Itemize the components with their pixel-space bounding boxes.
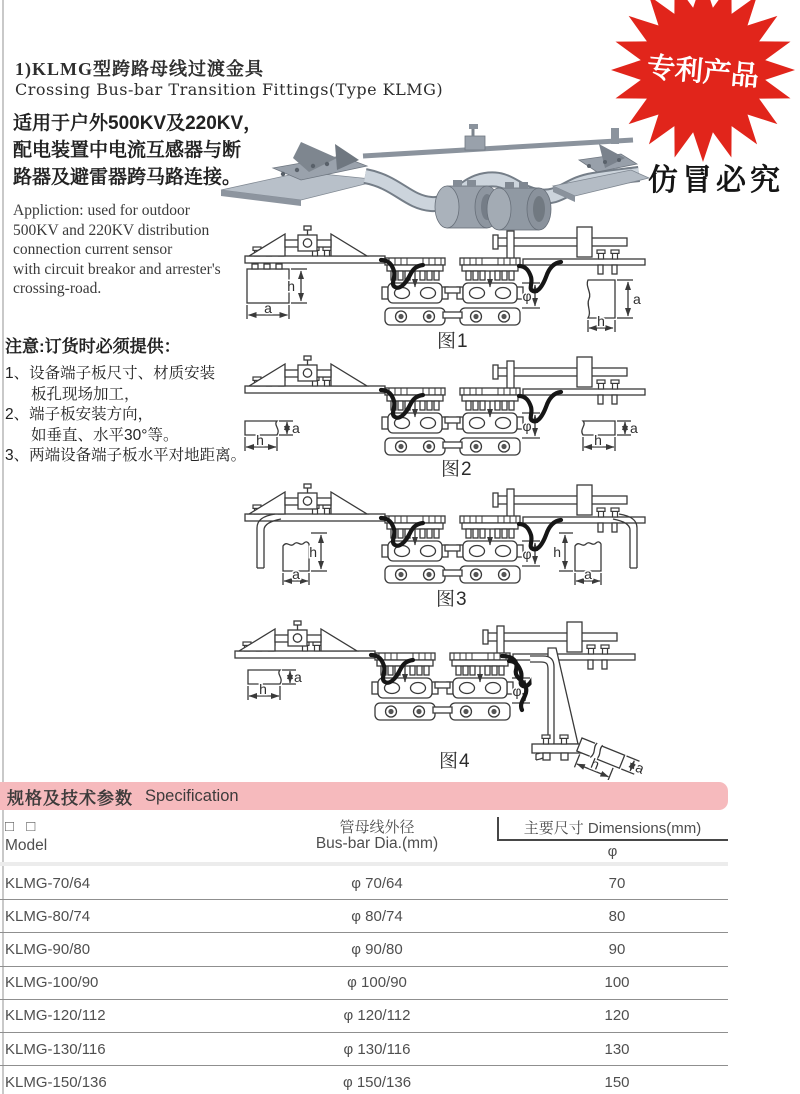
dimension-label-a: a — [292, 566, 300, 582]
cell-busbar: φ 150/136 — [342, 1073, 412, 1091]
figure-4-caption: 图4 — [439, 751, 471, 772]
table-header-divider — [0, 862, 728, 866]
cell-diameter: 130 — [604, 1040, 630, 1058]
dimension-label-a: a — [633, 758, 647, 777]
cell-model: KLMG-120/112 — [5, 1007, 106, 1025]
intro-cn-line: 配电装置中电流互感器与断 — [13, 140, 242, 161]
anti-counterfeit-text: 仿冒必究 — [648, 164, 784, 197]
dimension-label-a: a — [584, 566, 592, 582]
notice-item: 2、端子板安装方向， — [5, 406, 154, 423]
column-header-model-en: Model — [5, 837, 48, 854]
intro-en-line: 500KV and 220KV distribution — [13, 221, 210, 239]
product-title-cn: 1)KLMG型跨路母线过渡金具 — [15, 59, 264, 79]
dimension-label-h: h — [597, 313, 605, 329]
notice-title: 注意:订货时必须提供： — [5, 337, 181, 356]
cell-diameter: 100 — [604, 974, 630, 992]
dimension-label-a: a — [292, 420, 300, 436]
cell-busbar: φ 80/74 — [351, 907, 403, 925]
table-row — [0, 967, 728, 1000]
product-photo — [215, 98, 650, 238]
dimensions-header-tick — [497, 817, 499, 841]
dimension-label-h: h — [259, 681, 267, 697]
cell-model: KLMG-100/90 — [5, 974, 99, 992]
table-row — [0, 900, 728, 933]
table-row — [0, 1000, 728, 1033]
column-header-busbar-en: Bus-bar Dia.(mm) — [315, 835, 439, 852]
spec-banner-title-en: Specification — [145, 786, 239, 805]
cell-busbar: φ 70/64 — [351, 874, 403, 892]
cell-model: KLMG-150/136 — [5, 1073, 107, 1091]
dimension-label-phi: φ — [522, 288, 532, 304]
cell-model: KLMG-130/116 — [5, 1040, 106, 1058]
column-header-busbar-cn: 管母线外径 — [339, 819, 415, 836]
dimension-label-phi: φ — [522, 546, 532, 562]
figure-3-caption: 图3 — [436, 589, 468, 610]
notice-item: 板孔现场加工， — [31, 385, 140, 403]
dimension-label-a: a — [294, 669, 302, 685]
notice-item: 如垂直、水平30°等。 — [31, 426, 179, 444]
cell-model: KLMG-70/64 — [5, 874, 91, 892]
cell-busbar: φ 130/116 — [343, 1040, 411, 1058]
cell-model: KLMG-80/74 — [5, 907, 91, 925]
column-header-dimensions: 主要尺寸 Dimensions(mm) — [523, 820, 702, 837]
figure-2-caption: 图2 — [441, 459, 473, 480]
table-row — [0, 1066, 728, 1094]
table-row — [0, 933, 728, 966]
dimension-label-phi: φ — [512, 683, 522, 699]
dimension-label-h: h — [553, 544, 561, 560]
intro-en-line: with circuit breakor and arrester's — [13, 260, 221, 278]
intro-en-line: crossing-road. — [13, 280, 102, 297]
product-title-en: Crossing Bus-bar Transition Fittings(Type KLMG) — [15, 80, 444, 99]
table-row — [0, 867, 728, 900]
cell-diameter: 90 — [608, 940, 626, 958]
patent-badge-text: 专利产品 — [645, 51, 761, 92]
cell-diameter: 150 — [604, 1073, 630, 1091]
table-row — [0, 1033, 728, 1066]
spec-table — [0, 867, 728, 1094]
dimension-label-a: a — [264, 300, 272, 316]
column-header-phi: φ — [607, 843, 618, 860]
cell-diameter: 70 — [608, 874, 626, 892]
dimension-label-h: h — [588, 754, 602, 773]
figure-1-caption: 图1 — [437, 331, 469, 352]
intro-paragraph-en — [13, 201, 221, 299]
cell-busbar: φ 90/80 — [351, 940, 403, 958]
notice-item: 3、两端设备端子板水平对地距离。 — [5, 447, 247, 464]
intro-en-line: Appliction: used for outdoor — [13, 202, 190, 219]
column-header-model-cn: □ □ — [5, 818, 40, 835]
cell-busbar: φ 120/112 — [343, 1007, 411, 1025]
cell-busbar: φ 100/90 — [347, 974, 407, 992]
intro-en-line: connection current sensor — [13, 241, 173, 258]
dimensions-header-underline — [497, 839, 728, 841]
dimension-label-h: h — [287, 278, 295, 294]
dimension-label-a: a — [633, 291, 641, 307]
dimension-label-a: a — [630, 420, 638, 436]
dimension-label-h: h — [594, 432, 602, 448]
intro-cn-line: 路器及避雷器跨马路连接。 — [13, 167, 242, 188]
dimension-label-h: h — [256, 432, 264, 448]
spec-banner-title-cn: 规格及技术参数 — [7, 788, 133, 808]
spec-section-banner — [0, 782, 728, 810]
cell-diameter: 120 — [604, 1007, 630, 1025]
dimension-label-phi: φ — [522, 418, 532, 434]
cell-model: KLMG-90/80 — [5, 940, 91, 958]
intro-cn-line: 适用于户外500KV及220KV， — [13, 113, 263, 134]
notice-item: 1、设备端子板尺寸、材质安装 — [5, 365, 216, 382]
dimension-label-h: h — [309, 544, 317, 560]
cell-diameter: 80 — [608, 907, 626, 925]
